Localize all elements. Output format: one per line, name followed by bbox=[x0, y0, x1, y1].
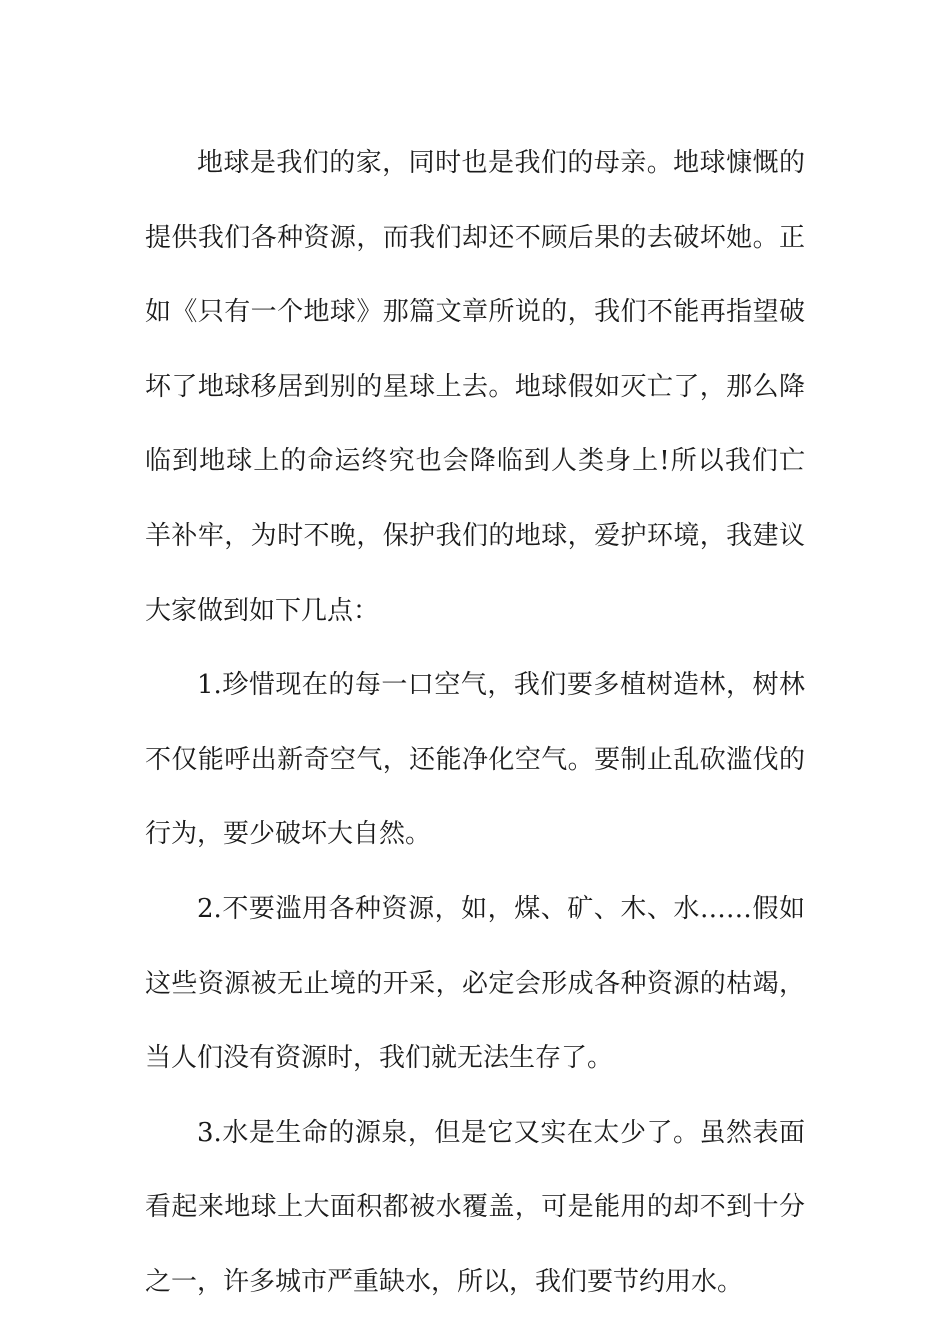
paragraph-intro: 地球是我们的家，同时也是我们的母亲。地球慷慨的提供我们各种资源，而我们却还不顾后果的去破坏她。正如《只有一个地球》那篇文章所说的，我们不能再指望破坏了地球移居到别的星球上去。地球假如灭亡了，那么降临到地球上的命运终究也会降临到人类身上!所以我们亡羊补牢，为时不晚，保护我们的地球，爱护环境，我建议大家做到如下几点： bbox=[145, 148, 805, 626]
paragraph-point-2: 2.不要滥用各种资源，如，煤、矿、木、水……假如这些资源被无止境的开采，必定会形成各种资源的枯竭，当人们没有资源时，我们就无法生存了。 bbox=[145, 893, 805, 1074]
paragraph-point-1: 1.珍惜现在的每一口空气，我们要多植树造林，树林不仅能呼出新奇空气，还能净化空气。要制止乱砍滥伐的行为，要少破坏大自然。 bbox=[145, 670, 805, 850]
paragraph-point-3: 3.水是生命的源泉，但是它又实在太少了。虽然表面看起来地球上大面积都被水覆盖，可是能用的却不到十分之一，许多城市严重缺水，所以，我们要节约用水。 bbox=[145, 1117, 805, 1297]
document-body bbox=[145, 126, 805, 1320]
